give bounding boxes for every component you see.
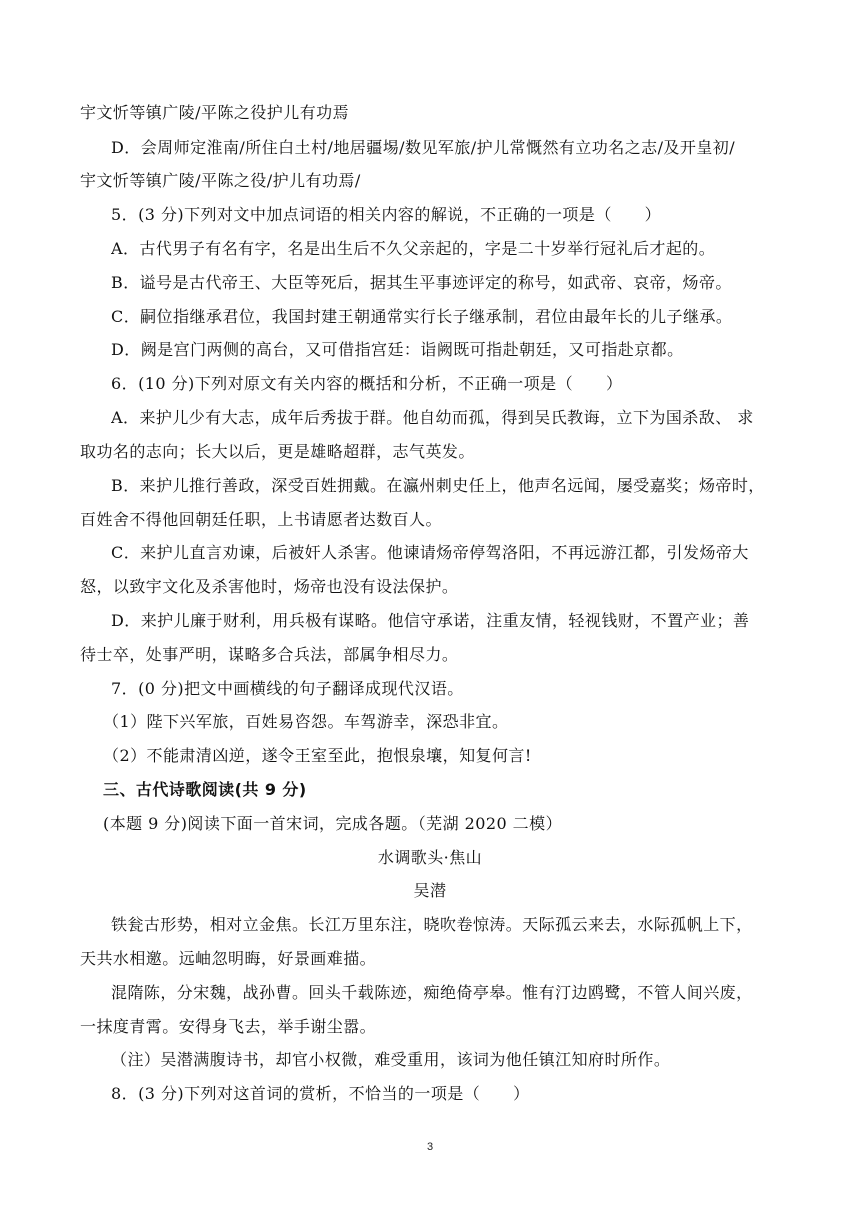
text-line: 宇文忻等镇广陵/平陈之役护儿有功焉 [80,103,350,122]
question-8: 8．(3 分)下列对这首词的赏析，不恰当的一项是（ ） [111,1084,530,1103]
poem-line: 天共水相邀。远岫忽明晦，好景画难描。 [80,949,377,968]
option-b: B．来护儿推行善政，深受百姓拥戴。在瀛州刺史任上，他声名远闻，屡受嘉奖；炀帝时， [111,476,765,495]
section-heading: 三、古代诗歌阅读(共 9 分) [103,780,307,799]
question-7: 7．(0 分)把文中画横线的句子翻译成现代汉语。 [111,679,464,698]
translation-item-1: （1）陛下兴军旅，百姓易咨怨。车驾游幸，深恐非宜。 [103,712,509,731]
text-line: 怒，以致宇文化及杀害他时，炀帝也没有设法保护。 [80,577,459,596]
poem-line: 铁瓮古形势，相对立金焦。长江万里东注，晓吹卷惊涛。天际孤云来去，水际孤帆上下， [111,915,753,934]
question-6: 6．(10 分)下列对原文有关内容的概括和分析，不正确一项是（ ） [111,374,623,393]
poem-title: 水调歌头·焦山 [377,848,483,867]
poem-line: 混隋陈，分宋魏，战孙曹。回头千载陈迹，痴绝倚亭皋。惟有汀边鸥鹭，不管人间兴废， [111,983,753,1002]
text-line: 取功名的志向；长大以后，更是雄略超群，志气英发。 [80,442,475,461]
translation-item-2: （2）不能肃清凶逆，遂令王室至此，抱恨泉壤，知复何言! [103,746,532,765]
poem-intro: (本题 9 分)阅读下面一首宋词，完成各题。（芜湖 2020 二模） [103,814,563,833]
option-d: D．来护儿廉于财利，用兵极有谋略。他信守承诺，注重友情，轻视钱财，不置产业；善 [111,611,750,630]
text-line: 待士卒，处事严明，谋略多合兵法，部属争相尽力。 [80,645,459,664]
option-a: A．古代男子有名有字，名是出生后不久父亲起的，字是二十岁举行冠礼后才起的。 [111,239,716,258]
option-d: D．阙是宫门两侧的高台，又可借指宫廷：诣阙既可指赴朝廷，又可指赴京都。 [111,340,684,359]
option-a: A．来护儿少有大志，成年后秀拔于群。他自幼而孤，得到吴氏教诲，立下为国杀敌、 求 [111,408,754,427]
text-line: 百姓舍不得他回朝廷任职，上书请愿者达数百人。 [80,510,442,529]
option-c: C．嗣位指继承君位，我国封建王朝通常实行长子继承制，君位由最年长的儿子继承。 [111,307,733,326]
option-c: C．来护儿直言劝谏，后被奸人杀害。他谏请炀帝停驾洛阳，不再远游江都，引发炀帝大 [111,543,749,562]
option-d-line: D．会周师定淮南/所住白土村/地居疆埸/数见军旅/护儿常慨然有立功名之志/及开皇初/ [111,138,736,157]
question-5: 5．(3 分)下列对文中加点词语的相关内容的解说，不正确的一项是（ ） [111,205,662,224]
poem-author: 吴潜 [413,881,447,900]
page-number: 3 [426,1141,434,1153]
text-line: 宇文忻等镇广陵/平陈之役/护儿有功焉/ [80,171,361,190]
poem-note: （注）吴潜满腹诗书，却官小权微，难受重用，该词为他任镇江知府时所作。 [111,1050,671,1069]
poem-line: 一抹度青霄。安得身飞去，举手谢尘嚣。 [80,1017,377,1036]
option-b: B．谥号是古代帝王、大臣等死后，据其生平事迹评定的称号，如武帝、哀帝，炀帝。 [111,273,732,292]
